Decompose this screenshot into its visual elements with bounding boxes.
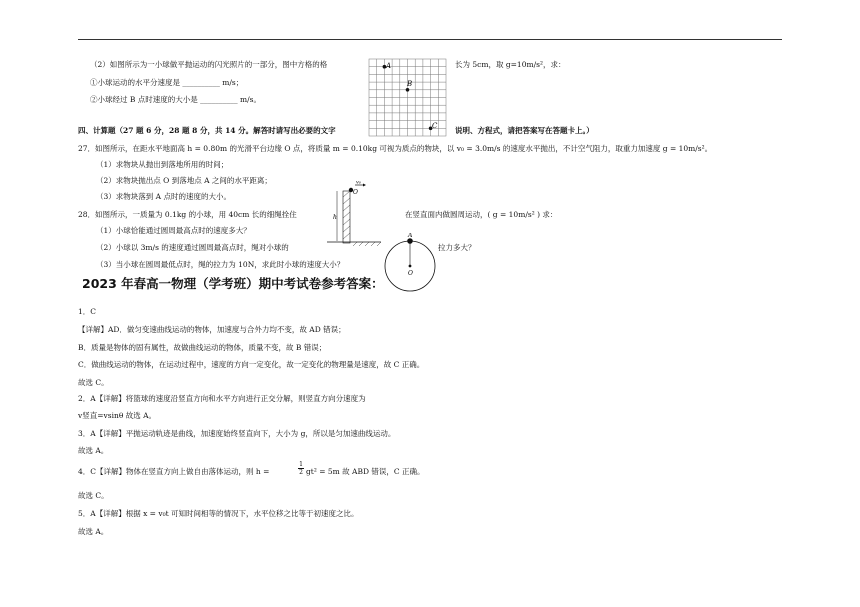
q27-part2: （2）求物块抛出点 O 到落地点 A 之间的水平距离； bbox=[96, 176, 272, 185]
circular-motion-figure bbox=[380, 233, 440, 293]
q2-line1-b: 长为 5cm，取 g=10m/s²，求： bbox=[455, 60, 566, 69]
section4-heading-a: 四、计算题（27 题 6 分，28 题 8 分，共 14 分。解答时请写出必要的文字 bbox=[78, 126, 336, 135]
q27-part3: （3）求物块落到 A 点时的速度的大小。 bbox=[96, 192, 231, 201]
q27-stem: 27．如图所示，在距水平地面高 h = 0.80m 的光滑平台边缘 O 点，将质量 m = 0.10kg 可视为质点的物块，以 v₀ = 3.0m/s 的速度水平抛出，不计空气阻力，取重力加速度 g = 10m/s²。 bbox=[78, 144, 713, 153]
q2-sub1: ①小球运动的水平分速度是 __________ m/s； bbox=[90, 78, 244, 87]
answer-2: 2．A【详解】将篮球的速度沿竖直方向和水平方向进行正交分解，则竖直方向分速度为 bbox=[78, 394, 366, 403]
grid-label-b: B bbox=[407, 80, 413, 88]
answer-key-title: 2023 年春高一物理（学考班）期中考试卷参考答案： bbox=[82, 276, 384, 291]
q28-part2-a: （2）小球以 3m/s 的速度通过圆周最高点时，绳对小球的 bbox=[96, 243, 289, 252]
answer-3-end: 故选 A。 bbox=[78, 446, 109, 455]
q28-part1: （1）小球恰能通过圆周最高点时的速度多大？ bbox=[96, 226, 251, 235]
q28-stem-b: 在竖直面内做圆周运动，( g = 10m/s² ) 求： bbox=[405, 210, 558, 219]
fig27-label-v0: v₀ bbox=[356, 181, 361, 186]
answer-3: 3．A【详解】平抛运动轨迹是曲线，加速度始终竖直向下，大小为 g，所以是匀加速曲线运动。 bbox=[78, 429, 396, 438]
grid-label-a: A bbox=[386, 62, 392, 70]
fig28-label-a: A bbox=[408, 233, 413, 239]
answer-1-detail-1: 【详解】AD．做匀变速曲线运动的物体，加速度与合外力均不变，故 AD 错误； bbox=[78, 325, 346, 334]
platform-figure bbox=[325, 181, 383, 247]
q2-line1-a: （2）如图所示为一小球做平抛运动的闪光照片的一部分，图中方格的格 bbox=[90, 60, 328, 69]
answer-1-detail-2: B．质量是物体的固有属性，故做曲线运动的物体，质量不变，故 B 错误； bbox=[78, 343, 327, 352]
answer-5: 5．A【详解】根据 x = v₀t 可知时间相等的情况下，水平位移之比等于初速度之比。 bbox=[78, 509, 359, 518]
answer-1-end: 故选 C。 bbox=[78, 378, 109, 387]
section4-heading-b: 说明、方程式，请把答案写在答题卡上。） bbox=[455, 126, 594, 135]
fig28-label-o: O bbox=[408, 270, 413, 277]
answer-5-end: 故选 A。 bbox=[78, 527, 109, 536]
flash-photo-grid bbox=[368, 58, 448, 138]
q28-part3: （3）当小球在圆周最低点时，绳的拉力为 10N，求此时小球的速度大小？ bbox=[96, 260, 345, 269]
half-fraction: 1 2 bbox=[299, 461, 303, 476]
answer-1: 1．C bbox=[78, 307, 97, 316]
q27-part1: （1）求物块从抛出到落地所用的时间； bbox=[96, 160, 229, 169]
answer-2-equation: v竖直=vsinθ 故选 A。 bbox=[78, 411, 157, 420]
answer-1-detail-3: C．做曲线运动的物体，在运动过程中，速度的方向一定变化，故一定变化的物理量是速度，故 C 正确。 bbox=[78, 360, 425, 369]
q28-part2-b: 拉力多大？ bbox=[438, 243, 476, 252]
header-rule bbox=[78, 39, 782, 40]
answer-4-end: 故选 C。 bbox=[78, 491, 109, 500]
answer-4-a: 4．C【详解】物体在竖直方向上做自由落体运动，则 h = bbox=[78, 467, 270, 476]
answer-4-b: gt² = 5m 故 ABD 错误，C 正确。 bbox=[306, 467, 425, 476]
q28-stem-a: 28．如图所示，一质量为 0.1kg 的小球，用 40cm 长的细绳拴住 bbox=[78, 210, 297, 219]
grid-point-b bbox=[406, 88, 410, 92]
fig27-label-h: h bbox=[333, 214, 337, 221]
fig27-label-o: O bbox=[353, 189, 358, 196]
grid-label-c: C bbox=[432, 122, 438, 130]
q2-sub2: ②小球经过 B 点时速度的大小是 __________ m/s。 bbox=[90, 95, 262, 104]
